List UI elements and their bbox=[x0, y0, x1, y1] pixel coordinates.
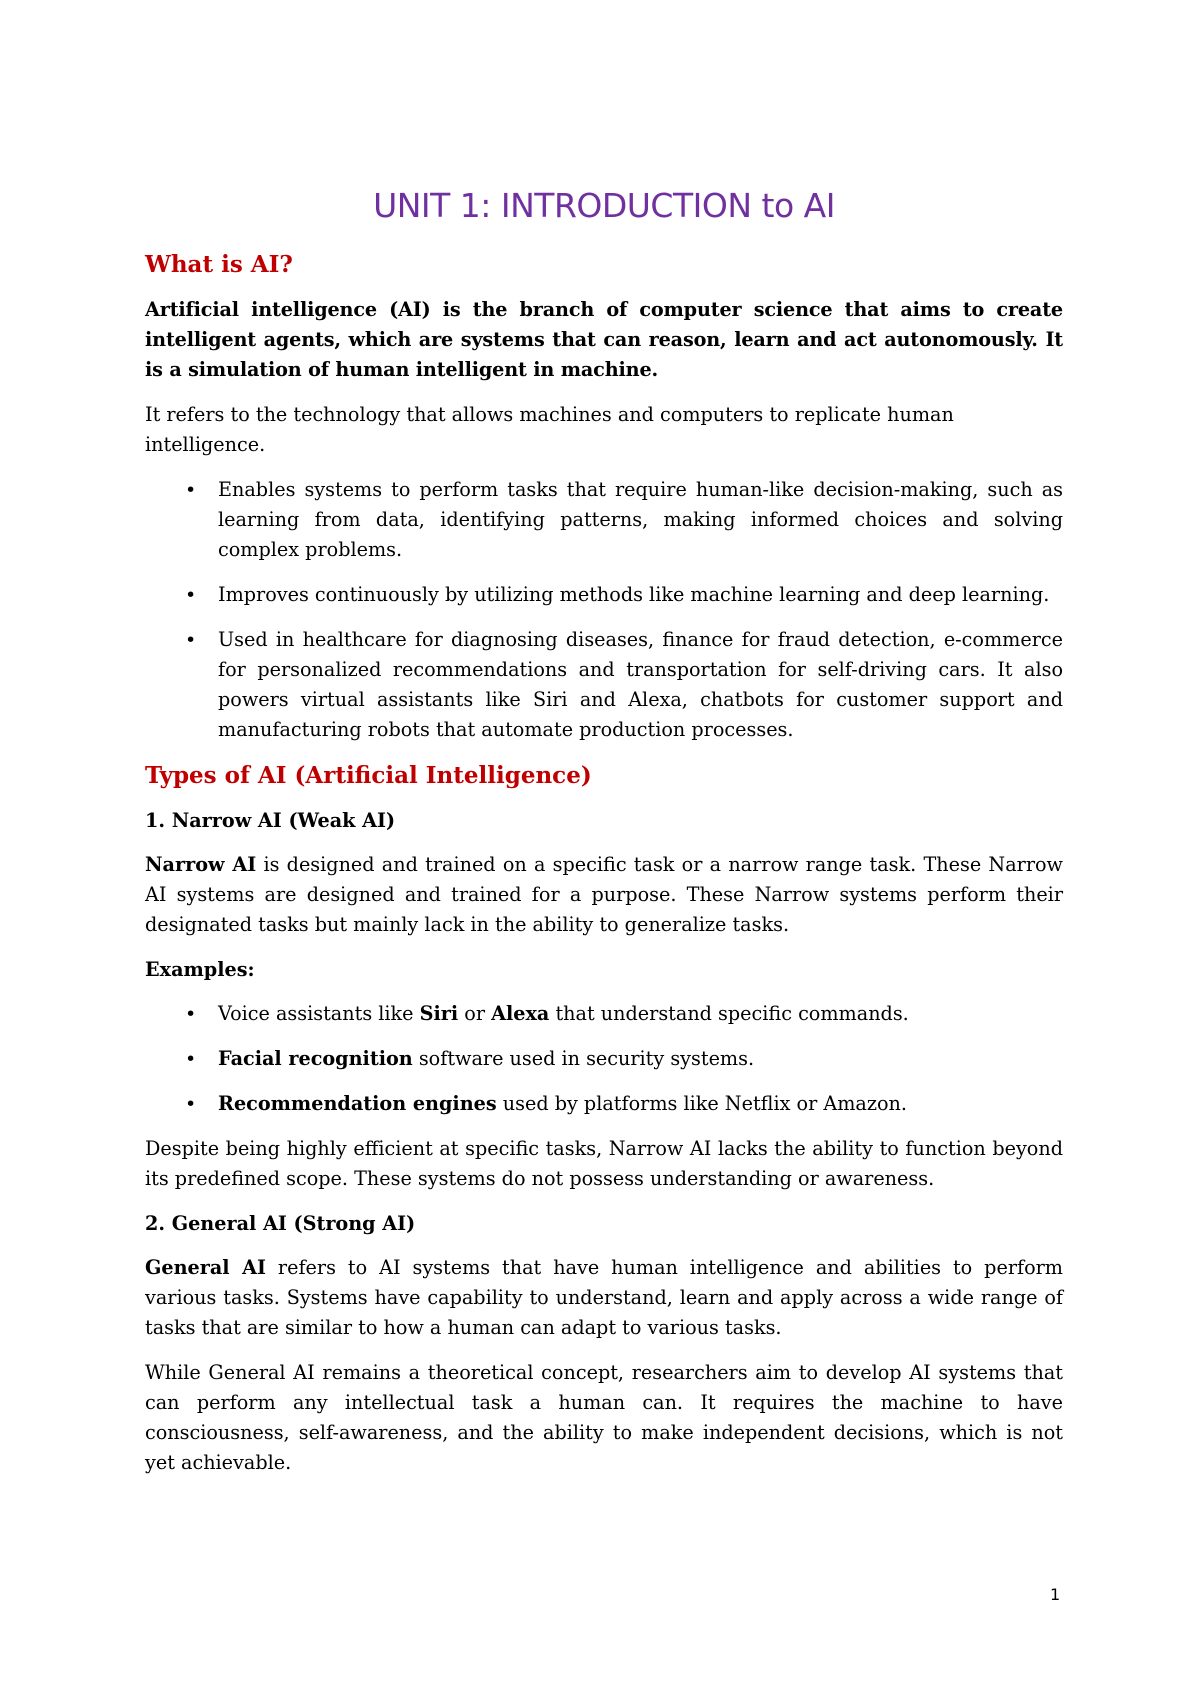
example-text: or bbox=[458, 1002, 492, 1025]
list-item bbox=[145, 580, 1063, 610]
list-item-text: Improves continuously by utilizing methods like machine learning and deep learning. bbox=[218, 583, 1050, 606]
examples-list bbox=[145, 999, 1063, 1119]
ai-bullet-list bbox=[145, 475, 1063, 745]
example-term-alexa: Alexa bbox=[491, 1002, 550, 1025]
bullet-icon: • bbox=[185, 1003, 197, 1025]
ai-refers-paragraph: It refers to the technology that allows machines and computers to replicate human intelligence. bbox=[145, 403, 954, 456]
section-heading-types-of-ai: Types of AI (Artificial Intelligence) bbox=[145, 762, 592, 789]
narrow-ai-term: Narrow AI bbox=[145, 853, 257, 876]
example-term-siri: Siri bbox=[419, 1002, 459, 1025]
general-ai-term: General AI bbox=[145, 1256, 266, 1279]
ai-definition: Artificial intelligence (AI) is the branch of computer science that aims to create intelligent agents, which are systems that can reason, learn and act autonomously. It is a simulation of human intelligent in machine. bbox=[145, 298, 1063, 381]
document-page bbox=[145, 185, 1063, 1493]
general-ai-paragraph bbox=[145, 1253, 1063, 1343]
section-heading-what-is-ai: What is AI? bbox=[145, 251, 293, 278]
list-item bbox=[145, 625, 1063, 745]
subheading-general-ai: 2. General AI (Strong AI) bbox=[145, 1212, 416, 1235]
bullet-icon: • bbox=[185, 479, 197, 501]
narrow-ai-body: is designed and trained on a specific task or a narrow range task. These Narrow AI systems are designed and trained for a purpose. These Narrow systems perform their designated tasks but mainly lack in the ability to generalize tasks. bbox=[145, 853, 1063, 936]
bullet-icon: • bbox=[185, 1093, 197, 1115]
example-term-recommendation-engines: Recommendation engines bbox=[218, 1092, 497, 1115]
example-text: used by platforms like Netflix or Amazon. bbox=[496, 1092, 907, 1115]
page-number: 1 bbox=[1050, 1585, 1061, 1604]
example-text: Voice assistants like bbox=[218, 1002, 420, 1025]
list-item bbox=[145, 1089, 1063, 1119]
list-item bbox=[145, 475, 1063, 565]
narrow-ai-limitations: Despite being highly efficient at specific tasks, Narrow AI lacks the ability to function beyond its predefined scope. These systems do not possess understanding or awareness. bbox=[145, 1137, 1063, 1190]
bullet-icon: • bbox=[185, 584, 197, 606]
narrow-ai-paragraph bbox=[145, 850, 1063, 940]
list-item bbox=[145, 999, 1063, 1029]
list-item bbox=[145, 1044, 1063, 1074]
general-ai-body: refers to AI systems that have human intelligence and abilities to perform various tasks. Systems have capability to understand, learn and apply across a wide range of tasks that are similar to how a human can adapt to various tasks. bbox=[145, 1256, 1064, 1339]
list-item-text: Used in healthcare for diagnosing diseases, finance for fraud detection, e-commerce for personalized recommendations and transportation for self-driving cars. It also powers virtual assistants like Siri and Alexa, chatbots for customer support and manufacturing robots that automate production processes. bbox=[218, 628, 1063, 741]
examples-label: Examples: bbox=[145, 958, 255, 981]
bullet-icon: • bbox=[185, 629, 197, 651]
page-title: UNIT 1: INTRODUCTION to AI bbox=[373, 186, 835, 225]
general-ai-theory-paragraph: While General AI remains a theoretical concept, researchers aim to develop AI systems that can perform any intellectual task a human can. It requires the machine to have consciousness, self-awareness, and the ability to make independent decisions, which is not yet achievable. bbox=[145, 1361, 1063, 1474]
example-text: software used in security systems. bbox=[412, 1047, 755, 1070]
bullet-icon: • bbox=[185, 1048, 197, 1070]
subheading-narrow-ai: 1. Narrow AI (Weak AI) bbox=[145, 809, 396, 832]
example-term-facial-recognition: Facial recognition bbox=[218, 1047, 413, 1070]
list-item-text: Enables systems to perform tasks that require human-like decision-making, such as learning from data, identifying patterns, making informed choices and solving complex problems. bbox=[218, 478, 1063, 561]
example-text: that understand specific commands. bbox=[549, 1002, 909, 1025]
